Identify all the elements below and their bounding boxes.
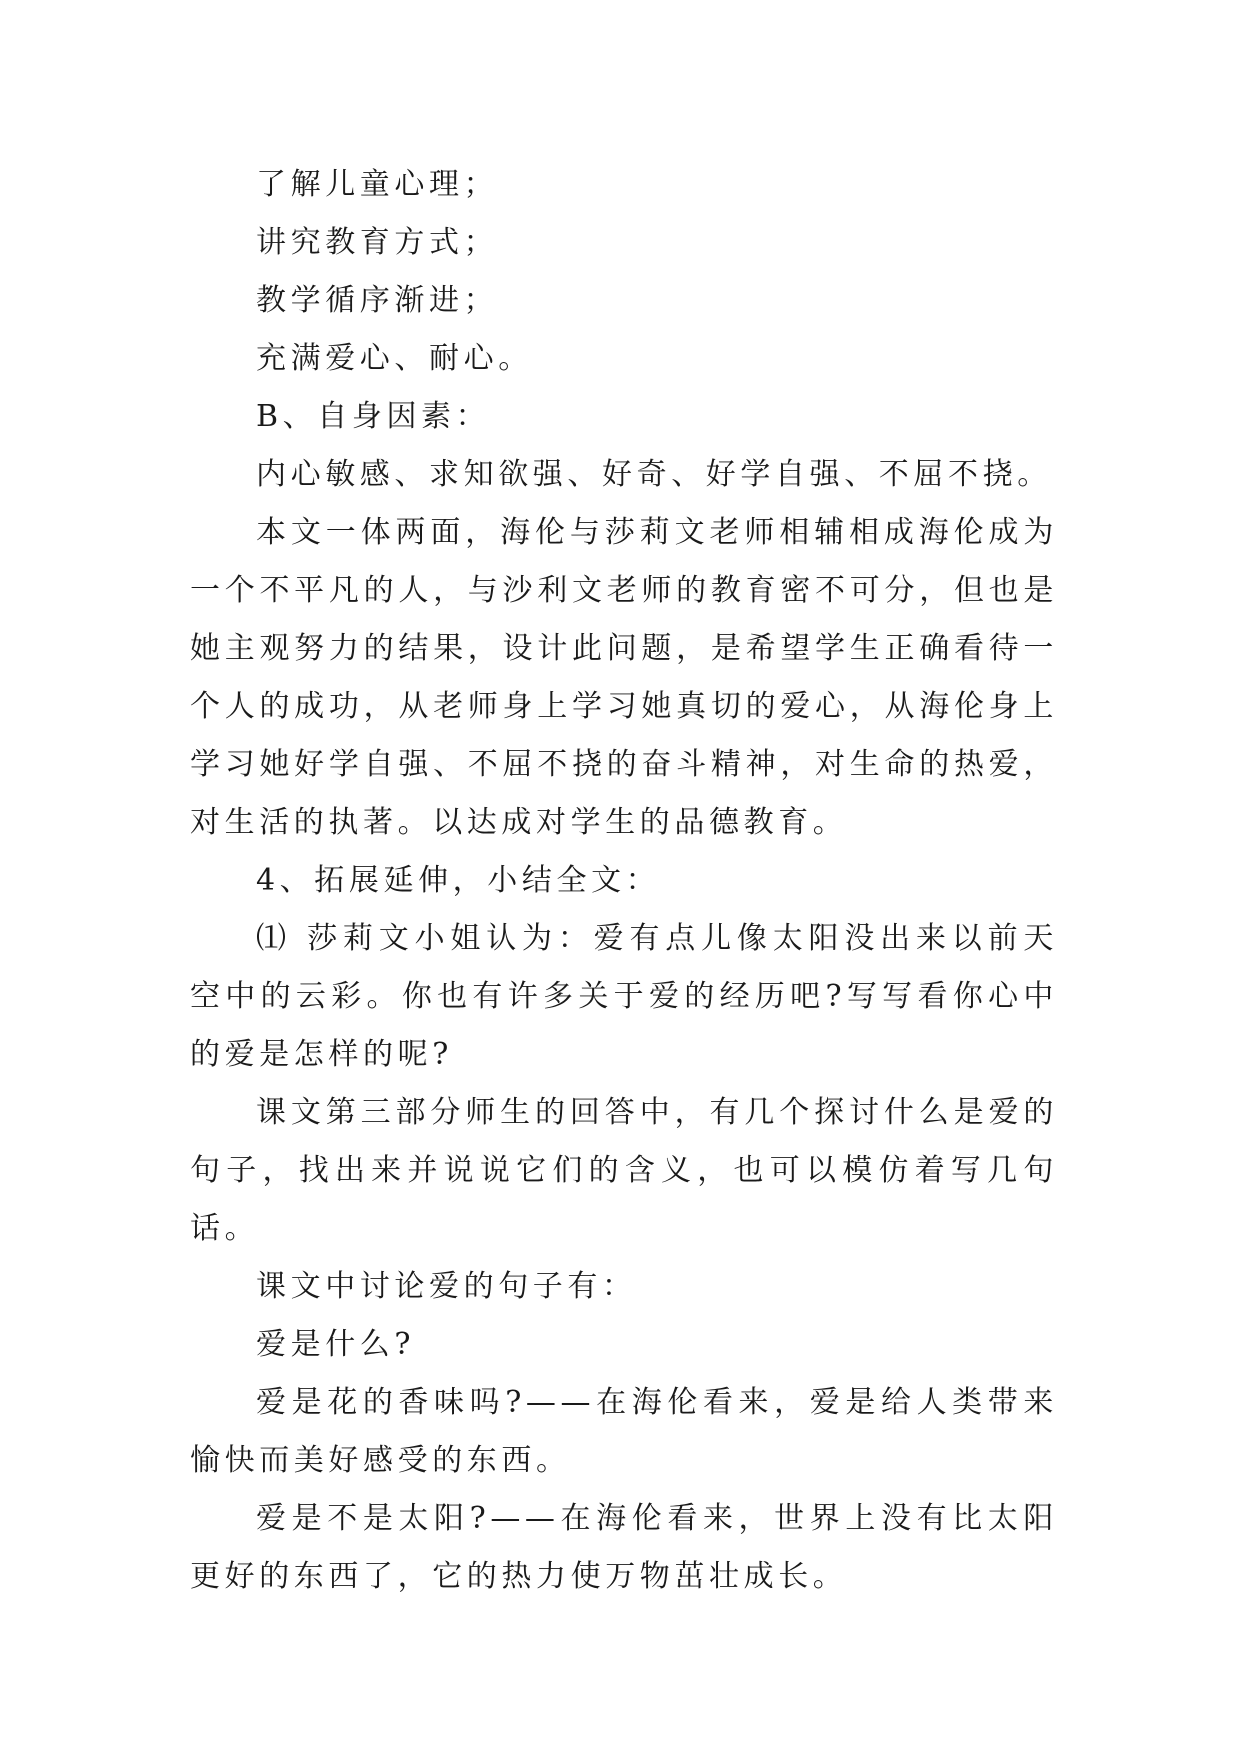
paragraph: 课文第三部分师生的回答中，有几个探讨什么是爱的句子，找出来并说说它们的含义，也可以模仿着写几句话。 (190, 1095, 1058, 1246)
section-heading: B、自身因素： (256, 399, 491, 434)
paragraph: 爱是什么? (256, 1327, 416, 1362)
paragraph: 了解儿童心理； (256, 167, 499, 202)
paragraph: 本文一体两面，海伦与莎莉文老师相辅相成海伦成为一个不平凡的人，与沙利文老师的教育密不可分，但也是她主观努力的结果，设计此问题，是希望学生正确看待一个人的成功，从老师身上学习她真切的爱心，从海伦身上学习她好学自强、不屈不挠的奋斗精神，对生命的热爱，对生活的执著。以达成对学生的品德教育。 (190, 515, 1058, 840)
paragraph: ⑴ 莎莉文小姐认为：爱有点儿像太阳没出来以前天空中的云彩。你也有许多关于爱的经历吧?写写看你心中的爱是怎样的呢? (190, 921, 1058, 1072)
document-body (190, 156, 1058, 1606)
paragraph: 爱是不是太阳?——在海伦看来，世界上没有比太阳更好的东西了，它的热力使万物茁壮成长。 (190, 1501, 1058, 1594)
section-heading: 4、拓展延伸，小结全文： (256, 863, 661, 898)
paragraph: 爱是花的香味吗?——在海伦看来，爱是给人类带来愉快而美好感受的东西。 (190, 1385, 1058, 1478)
paragraph: 课文中讨论爱的句子有： (256, 1269, 637, 1304)
paragraph: 充满爱心、耐心。 (256, 341, 533, 376)
paragraph: 教学循序渐进； (256, 283, 499, 318)
paragraph: 讲究教育方式； (256, 225, 499, 260)
paragraph: 内心敏感、求知欲强、好奇、好学自强、不屈不挠。 (256, 457, 1052, 492)
